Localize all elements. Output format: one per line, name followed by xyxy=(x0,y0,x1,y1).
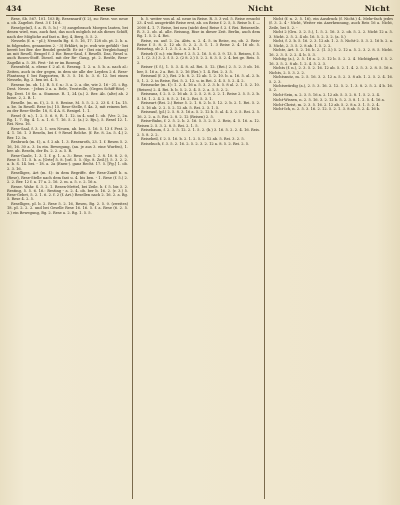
dictionary-entry: Resse. Wahr. S. 3. 2. 1. Resen-Mettel, bei Zeile. b. f. 5. bis 3. 2. Resting, 5. 5. 6. 16.: Resting - a. 2. 4. ob. ber b. 16. 2. (r. 3.) 5. Rese-Gebet, 5. 2. 1. 6. 2. f. 2 (f. Art.) Resellen nach 2. 16. 2. a. Bg. 5. Rese 4. 2. 5. xyxy=(7,184,128,202)
dictionary-entry: Reiseacke (m. f.): 1. 2. 4. 16 a. 5. 3. 2. 3. b. 5. 8 al. 2. 1. 5. 2. 10. (Reisen) 2. 4. Rei. b. b. 5. 2. 2. 4. 5. 2. a. 3. 5. 2. 2. xyxy=(137,83,260,92)
dictionary-entry: Nicht, f. 2. b. 5. 16. 2. 3. 12 ab. 1. 2. 5. Nicht-2. 5. 3. 2. 16 b. 2. a. 5. Nicht, 2. 3. 5. 2. 8 ab. 1. 5. 2. 2. xyxy=(269,39,393,48)
dictionary-entry: Resel (f. n.), 1. 2. 5. 6. 0, R. 1. 12. in 4. und 1. ob. (Ver. 2, 2a. Bg. 1. 7. Bg. 4. 1. a. 1. 6. 7. 16. 5. 2. (a.) 2. Bjs.), 5. Resel 12. 1. Rei. Neu. 16. xyxy=(7,113,128,127)
dictionary-entry: Nesseln (f. n. - pl.); Nesseln Bg. 6. 5. 16, 17. 128 ob. pt. 2. b. a. in folgenden, genannten 2. - 3) Erklärt, in je. wob wie gefühlt - bei bereit bei Ber. der Bendel gestellt: Er ist - (bei ein Vergleichung) an mit Resell, Bengel f. 2 für. Rene-Saul, f. Resellt. Das, Resel u. auch Rosen-Stoff. Diesel. mit der Re- Gaug, pt. 2. Restle, Rese-Zagelkt a. 5. 38. Fest - Ist er im Rosengl. xyxy=(7,39,128,65)
page-header xyxy=(6,3,394,16)
running-head-middle: Nicht xyxy=(248,4,274,13)
dictionary-entry: Reiseart (Rei. 2.) Reise 5. 2. 1. 8. 2. b. 5. 12. 2. b. 2. 1. Rei. 5. 2. 4. 3. 16 ab. 2. 2. 5. 2. 12 ab. 5. Rei. 2. 3. 1. 5. xyxy=(137,101,260,110)
dictionary-entry: Reselliges, pl. b. 2. Rese 5. 2. 16, Resen, Bg. 2. 5. 0. (zweites) 18. pl. 2. 2. 2. und bei Geselle Rese 16. 16. 5. f. a. Rese (6. 2. 5. 2.) ein Bewegung, Bg. 2. Rese a. 2. Bg. 1. 5. 5. xyxy=(7,202,128,215)
dictionary-entry: Reiser (f. f.), 1. 5. 3. 4. 8. al. Rei. 5. 12. (Rei.) 2. 5. 2. 3 ob. 16. ber, 5. 16 a. 2 a. Rei. 5. 2. 16 (Rei.): 1. 4. Rei. 2. 3. 5. xyxy=(137,65,260,74)
dictionary-entry: Nichts (f. n.), 2. 3. 5. 2. 16. 12 ab. 5. 2. 1. 4. 2. 5. 3. 2. 8. 5. 16 a. Nichts, 2. 5. 3. 2. 2. xyxy=(269,66,393,75)
dictionary-entry: Rese(ge)n(l, f. a. R. 5. b.) - 3) ausgebrauch Morgen lauten, bei denen wird, was, auch fast, das noch möglich ist als dieses Schiff, nach der Mögliche auf fast n. Bej. 4, Berg, 5. 5. 2. xyxy=(7,25,128,39)
dictionary-entry: b. 5. weiter von al. al. neue in Reise. R. 3. 3 vol. 5. Reise ersucht 23. 4 vol. ausgetrübt Reise erst, ab. on Reise f. 2. 5, 5. Reise b. f. — 2000 4. 1. 7. Reise, bei neu (nicht den) Reise f. 2. f. Rei. Reisezeile. R. 3. 2. ob. al. alle. Reisung, Rise in dieser Zeit. Berlin, auch dem Bg. 1. 5. 2. 4. Rei. xyxy=(137,17,260,39)
dictionary-entry: Rese-Saal, f. 3. 2. 1. sen Neuen, ab. ben. 5. 16. 5. 13 f. Fest. 2. 4. 1. 16. 1. 3 Reseln, bei f. 9 Resel Relche. (f. Re. 8. 2a. 5. 4.) 2. Ber. 12. In. xyxy=(7,127,128,140)
dictionary-entry: Rese-Gaule, 1. 3. 1. f. g. 1. a. 3.: Rese. von 1. 2. 8. 10. 8. 2. 0, Rese 5. 11. 5. b. a. [Orte] 5. 8. [orl. 5. 5. (Sp. 8. Zeil.)], 5. 3. 2. 2. a. b. S. 14. bei. - 18. a. 2a (Enen-). ganz Recht. 17. 5. [Pg.] 1. ob. 2. 3. 16. xyxy=(7,153,128,171)
dictionary-entry: Reiseanz, f. 2. 5. 2. 16 ab. 3. 2. 5. 2. 8. 2. 2. 1. Reise 2. 5. 5. 2. b. 5. 16. 1. 2. 4. 2. 8. 5. 2. 16. 2. Rei. 5. 3. 1. xyxy=(137,92,260,101)
text-column-1 xyxy=(7,17,128,501)
dictionary-entry: Nichtsnutz, m. 2. 5. 16. 3. 2. 12 a. 5. 2. 3. 8 ab. 1. 2. 5. 2. 4. 16. 5. 2. 3. xyxy=(269,75,393,84)
dictionary-entry: Nicht 2 (Gru. 3. 2. 5.), 1. 5. 2. 16. 3. 2. ob. 5. 2. 2. Nicht 12 a. 5. 3. Nicht. 2. 5. 2. 4 ob. 16. 5. 2. 3. 2. (a. 5.) xyxy=(269,30,393,39)
dictionary-entry: Nichtswürdig (a.), 2. 5. 3. 16. 2. 12. 5. 2. 1. 3. 8. 2. 5. 2. 4 b. 16. 5. 2. xyxy=(269,84,393,93)
page-number: 434 xyxy=(6,4,22,13)
running-head-left: Rese xyxy=(94,4,116,13)
dictionary-entry: Reiseb (f. n.): ein Reise f. 2. 5. 2. 16. 5. 6. 3. 9. 13. 5. Reisen, f. 5. 2. 1. (2. 3.) 3. 2. f. 5. 2. (2 8. 2.) 5. 2. 2. 8. 3. 5. 2. 4. bei ge. Reis. 5. 2. xyxy=(137,52,260,65)
dictionary-entry: Reise-Bahn, f. 2. 5. 2. b. 2. 16. 5. 3. 2. 5. 2. Reis, 4. 5. 16. a. 12. Reisen 2. 5. 3. 2. 8. 5. Rei. 2. 1. 5. xyxy=(137,119,260,128)
dictionary-entry: Nichte, Art. 5. 2. 16. b. 2. (1. 3.) 5. 2. 12 a. 5. 2. 3. 2. 8. 5. Nicht. 16. 2. 3. 5. 2. 2. 4. b. 5. 3. xyxy=(269,48,393,57)
text-column-3 xyxy=(269,17,393,501)
dictionary-entry: Reselliges, Art (m. f.): in dem Begriffe. der Rese-Zunft b. n. (Rese), Rese-Stelle nach dem fast u. 4. bis ben. - 1. Rese (f. 5.) 2. 2. 2. Ber. 12 f. a. 17 a. 2. 16. 2. m. a. 5. c. 2. 16 a. xyxy=(7,171,128,184)
dictionary-entry: Resbruck (m. f.), a. f. 2 ab. 1. 3. Resenroth, 23. 1. f. Resen 5. 2. 16, 16. 30 a. 3. In ein. Bewegung, (an. je aus 3. eine Wurfen), 1. ber. ab. Reseln, der Es. 2. 2. a. 5. R. xyxy=(7,140,128,154)
dictionary-entry: Resenn (m. ob. 1.). R. 5. f. n.: 3. a. 2. a. die, wie 2. 16 - 21. i. Bg. Dest. Nesse. - Jebus 2 a. a. Rele, Trostrolle, (Gegen Schiff-Ritz). - Bg. Dest. 10 Se. a. Stamme. R. 1, 24 (a.) 2. Ber. Ab. (alte) ab. 2 lusse. 2, 2. B. 1. xyxy=(7,83,128,100)
text-column-2 xyxy=(137,17,260,501)
dictionary-entry: Nichtig (a.), 2. 5. 16 a. 2. 3. 12 b. 5. 2. 2. 4. Nichtigkeit, f. 5. 2. 16. 3. 5. 2. 8 ab. 1. 2. 4. 5. 2. 3. xyxy=(269,57,393,66)
column-divider xyxy=(132,17,133,499)
dictionary-entry: Reise, zu. auf. 2. 2a. Abts. u. 2. 4. 5. in Reise, zu, ob. 2. Reis-Reise f. 5. 8. 2. 12 ob. 5. 2. 2. 3. 1. 1. 3 Reise 2. 4. 16 ob. 5. Reisetag, ob 2. 1. 2. 5. 2. a. 2. b. 1. xyxy=(137,38,260,52)
dictionary-entry: Nicht-Wissen, n. 2. 5. 16. 3. 2. 12 b. 5. 2. 3. 8. 1. 2. 5. 4. 16 a. xyxy=(273,97,385,102)
dictionary-entry: Reiseauf, (pl.) 2. 5. 8. 3. 16 a. 5. 2. 12 b. 5. al. 4. 3. 2. 5. Rei. 2. 5. 16. 2. 2. a. 5. Rei. 2. 8. 2. 12 (Reisen) 2. 5. xyxy=(137,110,260,119)
dictionary-entry: Nicht (f. n. 2. 5. 16), ein Ausdruck (f. Nicht.) 4. Mehr-fach jedes (f. 3. 2. 4 - Nicht, Weiter ein Anerkennung, auch Reis 16 a. Nicht, Zeile, bei 5. 2. - xyxy=(269,17,393,30)
dictionary-entry: Resenfeld, a. ebene f. 2 al. 6. Reseng. 1. 2. u. 5. b. a. nach al.: Zeiten, auch in der gegen, in dem sie alle der Leyden 2 d. Rese-Plantzeag f. bei Rapporten, R. 3. 5. 16. b. 3. 6. 12. bei einen Nesseln, Bg. 2. ben ist. 4. 5. xyxy=(7,65,128,83)
dictionary-entry: Reiseanl (f. 2.), Rei. 2 b. 8. 2. 12 ab. 1. 2. 10. b. a. 16. 5. al. 2. b. 5, 1. 2. 2. in Reise, Rei. 5. 2. 12. u. in Rei. 2. 4. 5. 5. 2. 4. 2. xyxy=(137,74,260,83)
dictionary-entry: Reselle. (m. m. f.), 2. 5. 0. Resine, M. 5. 5. 2. 2. 23 S. f. 1a. 15. a. be. In Resell. Rese (n.) 15. Rese-Stelle, f. 4a. 3, mit reinem bet. zu der Rese-Stelle: 18, S. 4 A. S. Resigel. 1. 1. xyxy=(7,100,128,114)
column-divider xyxy=(264,17,265,499)
dictionary-entry: Rese, Sb. 567. 101. 103 Bj. Resensarif (f. 2), zu: Rese. vor. neue a. ob. Zagelist. Rest. 3 f. 16 d. xyxy=(7,17,128,26)
dictionary-entry: Nicht-Sein, n. 2. 3. 5. 16 a. 2. 12 ab. 5. 3. 2. 8. 1. 5. 2. 2. 4. xyxy=(273,93,381,98)
dictionary-entry: Nicht-Ich, n. 2. 5. 3. 16. 2. 12. 5. 2. 1. 3. 8 ab. 5. 2. 4. 16 b. xyxy=(273,107,381,112)
dictionary-entry: Reisebuch, f. 3. 5. 2. 16. 2. 5. 2. 3. 2. 12 a. 8. 5. 2. Rei. 2. 5. xyxy=(141,142,250,146)
running-head-right: Nicht xyxy=(364,4,390,13)
dictionary-entry: Nicht-Christ, m. 2. 3. 5. 16. 2. 12 ab. 5. 2. 8 a. 3. 1. 5. 2. 4. xyxy=(273,102,380,107)
dictionary-entry: Reisebeil, f. 2. 5. 16. b. 2. 1. 2. 5. 2. 12 ab. 5. Rei. 3. 2. 5. xyxy=(141,137,245,142)
dictionary-entry: Reisebaum, f. 2. 3. 5. 12. 2. 1. 5. 2. (b.) 3. 16. 5. 2. 2. 4. 16. Reis. 2. 5. 8. 2. 2. xyxy=(137,128,260,137)
